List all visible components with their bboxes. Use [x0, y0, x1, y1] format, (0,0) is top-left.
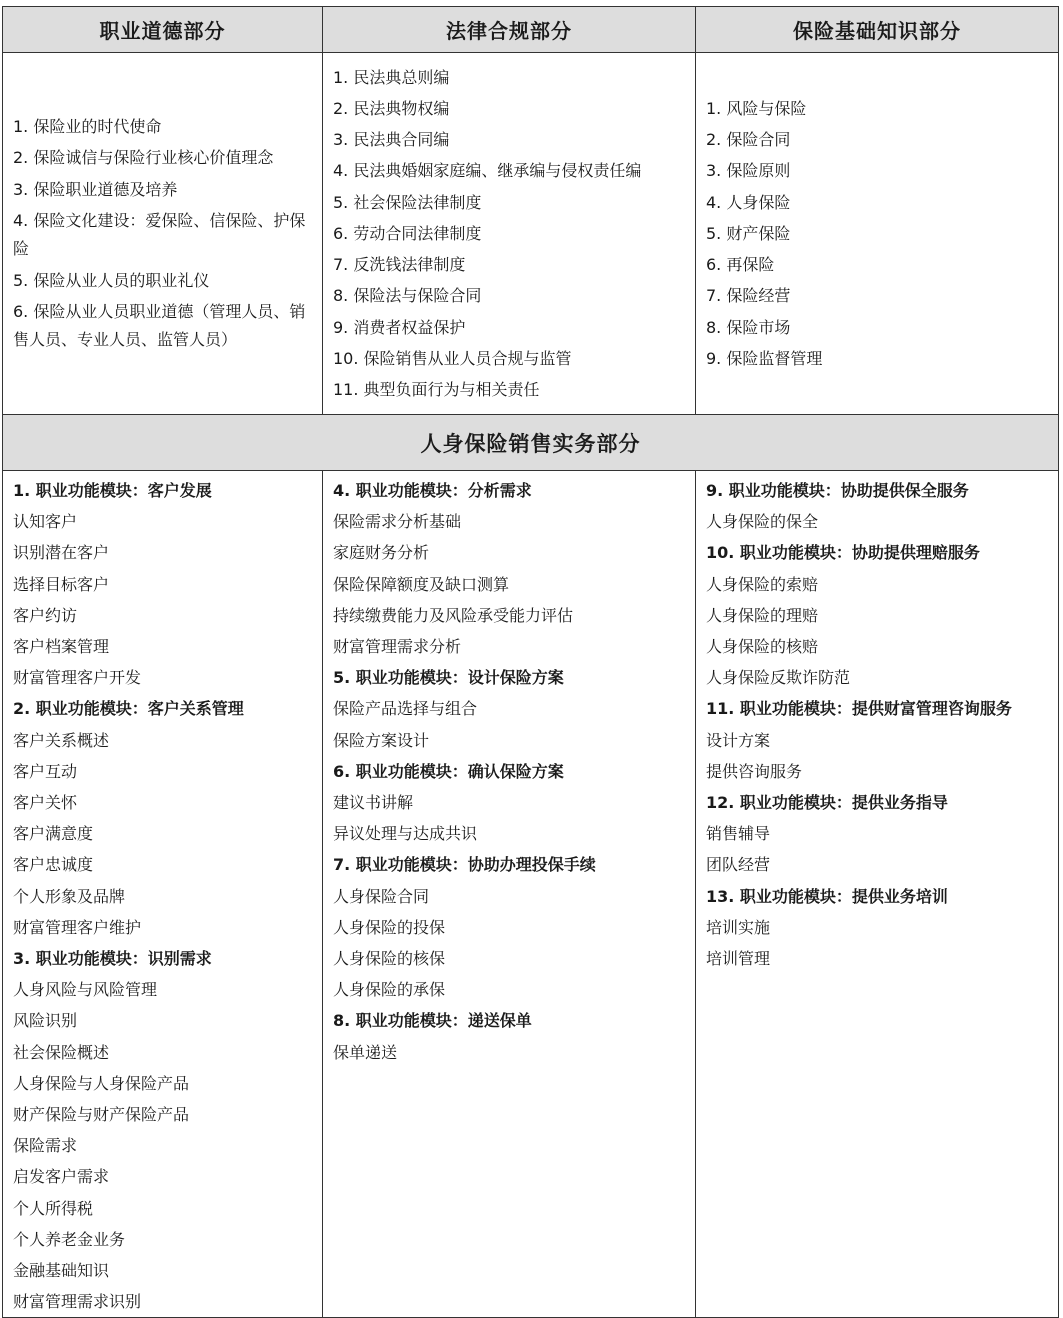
list-item: 2. 民法典物权编	[333, 99, 450, 119]
list-item: 1. 民法典总则编	[333, 67, 450, 87]
list-item: 人身保险的投保	[333, 917, 446, 937]
list-item: 财富管理需求识别	[13, 1292, 142, 1312]
module-heading: 11. 职业功能模块：提供财富管理咨询服务	[706, 699, 1012, 719]
list-item: 3. 保险职业道德及培养	[13, 179, 178, 199]
ethics-list	[3, 53, 322, 414]
module-heading: 8. 职业功能模块：递送保单	[333, 1011, 532, 1031]
list-item: 社会保险概述	[13, 1042, 110, 1062]
list-item: 1. 风险与保险	[706, 99, 807, 119]
list-item: 建议书讲解	[333, 793, 414, 813]
list-item: 家庭财务分析	[333, 543, 430, 563]
list-item: 2. 保险诚信与保险行业核心价值理念	[13, 148, 274, 168]
list-item: 销售辅导	[706, 824, 771, 844]
list-item: 2. 保险合同	[706, 130, 791, 150]
practice-col-1	[3, 471, 323, 1318]
list-item: 培训实施	[706, 917, 771, 937]
list-item: 6. 再保险	[706, 255, 775, 275]
practice-body-row	[3, 471, 1059, 1318]
list-item: 11. 典型负面行为与相关责任	[333, 379, 540, 399]
list-item: 个人养老金业务	[13, 1229, 126, 1249]
list-item: 保险方案设计	[333, 730, 430, 750]
practice-list-3	[696, 471, 1058, 974]
list-item: 财富管理客户开发	[13, 668, 142, 688]
list-item: 1. 保险业的时代使命	[13, 117, 162, 137]
list-item: 8. 保险市场	[706, 317, 791, 337]
list-item: 4. 保险文化建设：爱保险、信保险、护保险	[13, 210, 306, 258]
syllabus-table	[2, 6, 1059, 1318]
list-item: 持续缴费能力及风险承受能力评估	[333, 605, 574, 625]
header-ethics: 职业道德部分	[3, 7, 323, 53]
list-item: 人身保险的保全	[706, 512, 819, 532]
list-item: 个人所得税	[13, 1198, 94, 1218]
list-item: 3. 保险原则	[706, 161, 791, 181]
list-item: 10. 保险销售从业人员合规与监管	[333, 348, 572, 368]
module-heading: 2. 职业功能模块：客户关系管理	[13, 699, 244, 719]
list-item: 认知客户	[13, 512, 78, 532]
list-item: 财富管理客户维护	[13, 917, 142, 937]
list-item: 4. 民法典婚姻家庭编、继承编与侵权责任编	[333, 161, 642, 181]
basics-list	[696, 53, 1058, 414]
list-item: 培训管理	[706, 949, 771, 969]
module-heading: 5. 职业功能模块：设计保险方案	[333, 668, 564, 688]
list-item: 保险需求分析基础	[333, 512, 462, 532]
header-law: 法律合规部分	[323, 7, 696, 53]
list-item: 客户忠诚度	[13, 855, 94, 875]
list-item: 客户关系概述	[13, 730, 110, 750]
practice-list-2	[323, 471, 695, 1068]
list-item: 提供咨询服务	[706, 761, 803, 781]
list-item: 人身保险与人身保险产品	[13, 1073, 190, 1093]
list-item: 启发客户需求	[13, 1167, 110, 1187]
list-item: 设计方案	[706, 730, 771, 750]
list-item: 异议处理与达成共识	[333, 824, 478, 844]
list-item: 7. 反洗钱法律制度	[333, 255, 466, 275]
list-item: 客户档案管理	[13, 637, 110, 657]
list-item: 人身保险的核保	[333, 949, 446, 969]
list-item: 财富管理需求分析	[333, 637, 462, 657]
module-heading: 3. 职业功能模块：识别需求	[13, 949, 212, 969]
top-body-row	[3, 53, 1059, 415]
list-item: 9. 消费者权益保护	[333, 317, 466, 337]
practice-section-title: 人身保险销售实务部分	[3, 415, 1059, 471]
list-item: 客户互动	[13, 761, 78, 781]
header-row	[3, 7, 1059, 53]
list-item: 团队经营	[706, 855, 771, 875]
header-basics: 保险基础知识部分	[696, 7, 1059, 53]
list-item: 9. 保险监督管理	[706, 348, 823, 368]
module-heading: 9. 职业功能模块：协助提供保全服务	[706, 481, 969, 500]
module-heading: 10. 职业功能模块：协助提供理赔服务	[706, 543, 980, 563]
list-item: 人身保险的理赔	[706, 605, 819, 625]
practice-col-2	[323, 471, 696, 1318]
list-item: 人身保险的承保	[333, 980, 446, 1000]
list-item: 保险产品选择与组合	[333, 699, 478, 719]
list-item: 5. 财产保险	[706, 223, 791, 243]
list-item: 客户满意度	[13, 824, 94, 844]
list-item: 个人形象及品牌	[13, 886, 126, 906]
module-heading: 13. 职业功能模块：提供业务培训	[706, 886, 948, 906]
list-item: 3. 民法典合同编	[333, 130, 450, 150]
module-heading: 4. 职业功能模块：分析需求	[333, 481, 532, 500]
basics-cell	[696, 53, 1059, 415]
practice-col-3	[696, 471, 1059, 1318]
ethics-cell	[3, 53, 323, 415]
list-item: 7. 保险经营	[706, 286, 791, 306]
module-heading: 6. 职业功能模块：确认保险方案	[333, 761, 564, 781]
list-item: 人身风险与风险管理	[13, 980, 158, 1000]
practice-list-1	[3, 471, 322, 1317]
list-item: 金融基础知识	[13, 1261, 110, 1281]
list-item: 5. 保险从业人员的职业礼仪	[13, 270, 210, 290]
list-item: 5. 社会保险法律制度	[333, 192, 482, 212]
list-item: 保险保障额度及缺口测算	[333, 574, 510, 594]
module-heading: 7. 职业功能模块：协助办理投保手续	[333, 855, 596, 875]
list-item: 8. 保险法与保险合同	[333, 286, 482, 306]
list-item: 保险需求	[13, 1136, 78, 1156]
list-item: 人身保险的核赔	[706, 637, 819, 657]
list-item: 识别潜在客户	[13, 543, 110, 563]
list-item: 保单递送	[333, 1042, 398, 1062]
list-item: 客户关怀	[13, 793, 78, 813]
list-item: 人身保险合同	[333, 886, 430, 906]
list-item: 人身保险反欺诈防范	[706, 668, 851, 688]
law-cell	[323, 53, 696, 415]
module-heading: 1. 职业功能模块：客户发展	[13, 481, 212, 500]
list-item: 4. 人身保险	[706, 192, 791, 212]
law-list	[323, 53, 695, 414]
list-item: 财产保险与财产保险产品	[13, 1105, 190, 1125]
list-item: 人身保险的索赔	[706, 574, 819, 594]
module-heading: 12. 职业功能模块：提供业务指导	[706, 793, 948, 813]
list-item: 6. 劳动合同法律制度	[333, 223, 482, 243]
practice-title-row	[3, 415, 1059, 471]
list-item: 客户约访	[13, 605, 78, 625]
list-item: 风险识别	[13, 1011, 78, 1031]
list-item: 6. 保险从业人员职业道德（管理人员、销售人员、专业人员、监管人员）	[13, 301, 306, 349]
list-item: 选择目标客户	[13, 574, 110, 594]
